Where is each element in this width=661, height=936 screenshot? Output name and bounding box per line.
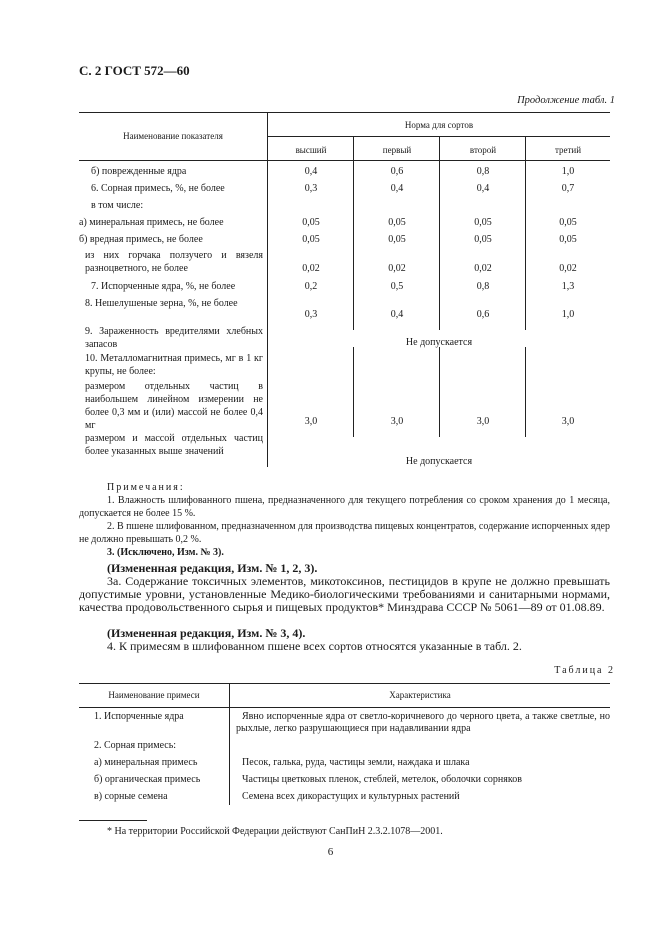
grade-header: первый bbox=[382, 145, 412, 155]
cell-value: 0,6 bbox=[476, 309, 490, 320]
cell-value: 3,0 bbox=[476, 416, 490, 427]
amendment-note: (Измененная редакция, Изм. № 3, 4). bbox=[107, 626, 306, 640]
table1-group-header: Норма для сортов bbox=[404, 120, 474, 130]
impurity-name: в) сорные семена bbox=[94, 791, 168, 802]
row-label: б) вредная примесь, не более bbox=[79, 234, 203, 245]
page-header: С. 2 ГОСТ 572—60 bbox=[79, 63, 190, 78]
cell-value: 0,4 bbox=[390, 309, 404, 320]
cell-value: 0,7 bbox=[561, 183, 575, 194]
cell-value: 0,02 bbox=[474, 263, 492, 274]
cell-value: 3,0 bbox=[561, 416, 575, 427]
cell-value: 0,8 bbox=[476, 281, 490, 292]
cell-value: 0,05 bbox=[388, 234, 406, 245]
cell-value: 0,05 bbox=[474, 234, 492, 245]
cell-value: 0,4 bbox=[476, 183, 490, 194]
cell-value: 0,3 bbox=[304, 309, 318, 320]
cell-value: 0,3 bbox=[304, 183, 318, 194]
cell-value: 0,02 bbox=[302, 263, 320, 274]
footnote: * На территории Российской Федерации действуют СанПиН 2.3.2.1078—2001. bbox=[107, 826, 443, 837]
row-label: размером отдельных частиц в наибольшем линейном измерении не более 0,3 мм и (или) массой не более 0,4 мг bbox=[85, 381, 263, 431]
note-item: 3. (Исключено, Изм. № 3). bbox=[107, 547, 224, 558]
row-label: из них горчака ползучего и вязеля разноцветного, не более bbox=[85, 250, 263, 274]
footnote-separator bbox=[79, 820, 147, 821]
impurity-description: Семена всех дикорастущих и культурных растений bbox=[242, 791, 460, 802]
cell-value: 0,2 bbox=[304, 281, 318, 292]
grade-header: высший bbox=[295, 145, 327, 155]
row-label: 8. Нешелушеные зерна, %, не более bbox=[85, 298, 238, 309]
amendment-note: (Измененная редакция, Изм. № 1, 2, 3). bbox=[107, 561, 318, 575]
cell-value: 0,05 bbox=[302, 217, 320, 228]
cell-value: 1,0 bbox=[561, 309, 575, 320]
row-label: размером и массой отдельных частиц более указанных выше значений bbox=[85, 433, 263, 457]
table2-col1-header: Наименование примеси bbox=[108, 690, 200, 700]
impurity-description: Песок, галька, руда, частицы земли, наждака и шлака bbox=[242, 757, 470, 768]
table2-caption: Таблица 2 bbox=[554, 665, 615, 676]
table-continuation-label: Продолжение табл. 1 bbox=[517, 95, 615, 106]
impurity-description: Частицы цветковых пленок, стеблей, метелок, оболочки сорняков bbox=[242, 774, 522, 785]
cell-value: 3,0 bbox=[304, 416, 318, 427]
cell-span: Не допускается bbox=[405, 337, 473, 348]
row-label: а) минеральная примесь, не более bbox=[79, 217, 224, 228]
cell-value: 0,8 bbox=[476, 166, 490, 177]
row-label: 6. Сорная примесь, %, не более bbox=[91, 183, 225, 194]
cell-value: 0,05 bbox=[474, 217, 492, 228]
note-item: 2. В пшене шлифованном, предназначенном для производства пищевых концентратов, содержание испорченных ядер не должно превышать 0,2 %. bbox=[79, 521, 610, 545]
row-label: 7. Испорченные ядра, %, не более bbox=[91, 281, 236, 292]
cell-value: 0,05 bbox=[559, 234, 577, 245]
table2-col2-header: Характеристика bbox=[389, 690, 451, 700]
cell-value: 1,0 bbox=[561, 166, 575, 177]
row-label: б) поврежденные ядра bbox=[91, 166, 187, 177]
impurity-description: Явно испорченные ядра от светло-коричневого до черного цвета, а также светлые, но рыхлые, легко разрушающиеся при надавливании ядра bbox=[236, 711, 610, 734]
impurity-name: 1. Испорченные ядра bbox=[94, 711, 184, 722]
cell-value: 0,02 bbox=[388, 263, 406, 274]
page-number: 6 bbox=[327, 846, 334, 858]
cell-value: 0,5 bbox=[390, 281, 404, 292]
impurity-name: б) органическая примесь bbox=[94, 774, 201, 785]
row-label: 9. Зараженность вредителями хлебных запасов bbox=[85, 326, 263, 350]
table1-col-header: Наименование показателя bbox=[123, 131, 223, 141]
cell-value: 0,05 bbox=[302, 234, 320, 245]
grade-header: второй bbox=[469, 145, 497, 155]
cell-value: 0,4 bbox=[304, 166, 318, 177]
row-label: в том числе: bbox=[91, 200, 144, 211]
grade-header: третий bbox=[554, 145, 582, 155]
cell-value: 0,05 bbox=[388, 217, 406, 228]
notes-title: Примечания: bbox=[107, 482, 185, 493]
impurity-name: 2. Сорная примесь: bbox=[94, 740, 177, 751]
impurity-name: а) минеральная примесь bbox=[94, 757, 198, 768]
cell-value: 0,6 bbox=[390, 166, 404, 177]
cell-value: 0,4 bbox=[390, 183, 404, 194]
paragraph-4: 4. К примесям в шлифованном пшене всех сортов относятся указанные в табл. 2. bbox=[107, 639, 522, 653]
note-item: 1. Влажность шлифованного пшена, предназначенного для текущего потребления со сроком хранения до 1 месяца, допускается не более 15 %. bbox=[79, 495, 610, 519]
cell-value: 0,02 bbox=[559, 263, 577, 274]
cell-value: 0,05 bbox=[559, 217, 577, 228]
cell-value: 1,3 bbox=[561, 281, 575, 292]
cell-span: Не допускается bbox=[405, 456, 473, 467]
cell-value: 3,0 bbox=[390, 416, 404, 427]
paragraph-3a: 3а. Содержание токсичных элементов, микотоксинов, пестицидов в крупе не должно превышать допустимые уровни, установленные Медико-биологическими требованиями и санитарными нормами, качества продовольственного сырья и пищевых продуктов* Минздрава СССР № 5061—89 от 01.08.89. bbox=[79, 574, 610, 614]
row-label: 10. Металломагнитная примесь, мг в 1 кг крупы, не более: bbox=[85, 353, 263, 377]
